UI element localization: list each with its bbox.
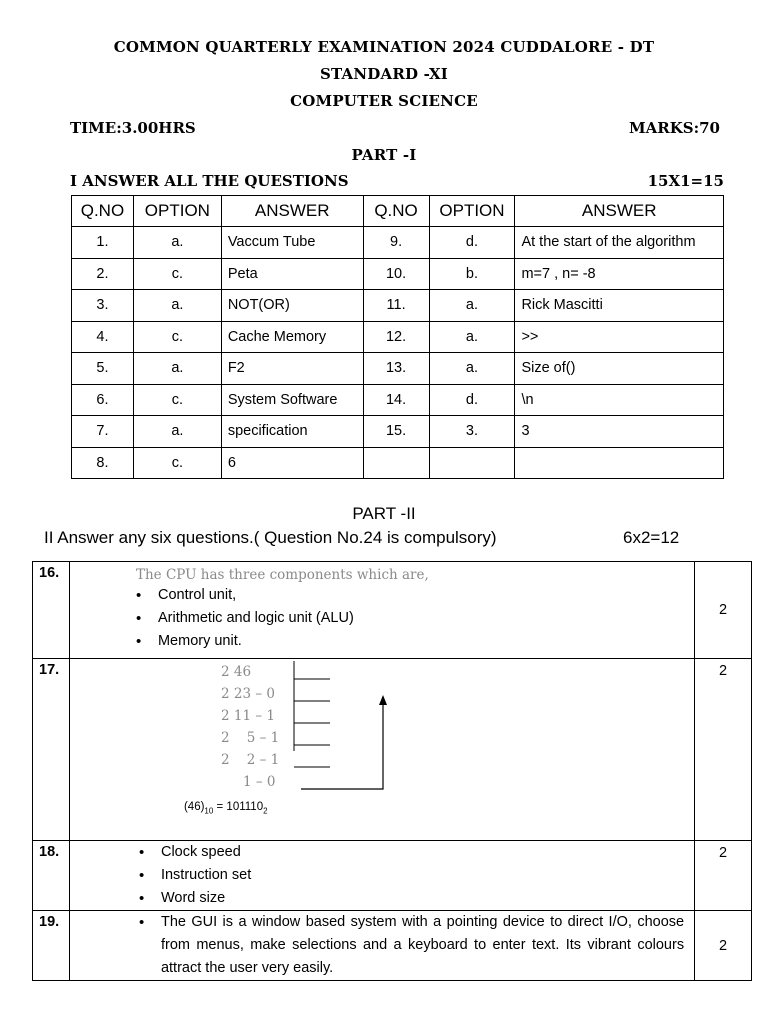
question-number: 19.	[33, 911, 70, 981]
cell-option: 3.	[429, 416, 515, 448]
part1-title: PART -I	[351, 146, 417, 164]
table-row	[72, 384, 724, 416]
col-header-qno: Q.NO	[72, 196, 134, 227]
result-prefix: (46)	[183, 801, 205, 813]
division-step: 2 46	[220, 664, 252, 680]
cell-answer: At the start of the algorithm	[515, 227, 724, 259]
cell-qno: 5.	[72, 353, 134, 385]
result-value: = 101110	[213, 801, 264, 813]
cell-qno: 2.	[72, 258, 134, 290]
cell-qno: 6.	[72, 384, 134, 416]
question-row-16	[33, 562, 752, 659]
cell-option: c.	[133, 447, 221, 479]
division-step: 1 – 0	[242, 774, 276, 790]
result-base-to: 2	[263, 806, 268, 816]
cell-answer: Cache Memory	[221, 321, 363, 353]
cell-answer: NOT(OR)	[221, 290, 363, 322]
cell-option: d.	[429, 384, 515, 416]
list-item: • Word size	[136, 887, 694, 910]
list-item: • The GUI is a window based system with a pointing device to direct I/O, choose from menus, make selections and a keyboard to enter text. Its vibrant colours attract the user very easily.	[136, 911, 684, 980]
cell-answer: F2	[221, 353, 363, 385]
list-item: • Memory unit.	[133, 630, 694, 653]
part1-answer-table	[71, 195, 724, 479]
cell-qno: 10.	[363, 258, 429, 290]
question-row-19	[33, 911, 752, 981]
time-label: TIME:3.00HRS	[70, 119, 196, 137]
mark-cell: 2	[695, 841, 752, 911]
part1-marks: 15X1=15	[647, 172, 724, 190]
cell-qno: 7.	[72, 416, 134, 448]
cell-option: a.	[133, 353, 221, 385]
q16-list	[133, 584, 694, 653]
result-base-from: 10	[204, 806, 214, 816]
mark-cell: 2	[695, 911, 752, 981]
cell-answer: specification	[221, 416, 363, 448]
cell-option: a.	[429, 321, 515, 353]
answer-cell	[69, 841, 694, 911]
part2-instruction: II Answer any six questions.( Question No.24 is compulsory)	[44, 528, 497, 547]
cell-option: b.	[429, 258, 515, 290]
cell-option: a.	[133, 227, 221, 259]
subject-label: COMPUTER SCIENCE	[290, 92, 478, 110]
list-item: • Arithmetic and logic unit (ALU)	[133, 607, 694, 630]
table-header-row	[72, 196, 724, 227]
division-step: 2 5 – 1	[220, 730, 280, 746]
col-header-qno-2: Q.NO	[363, 196, 429, 227]
cell-option: d.	[429, 227, 515, 259]
cell-qno: 11.	[363, 290, 429, 322]
table-row	[72, 258, 724, 290]
col-header-option-2: OPTION	[429, 196, 515, 227]
table-row	[72, 227, 724, 259]
cell-option: c.	[133, 384, 221, 416]
table-row	[72, 447, 724, 479]
list-item: • Clock speed	[136, 841, 694, 864]
cell-qno: 9.	[363, 227, 429, 259]
cell-option: a.	[133, 416, 221, 448]
cell-option: c.	[133, 321, 221, 353]
binary-result	[184, 801, 268, 815]
table-row	[72, 290, 724, 322]
cell-qno: 8.	[72, 447, 134, 479]
question-number: 17.	[33, 659, 70, 841]
table-row	[72, 321, 724, 353]
cell-answer: System Software	[221, 384, 363, 416]
cell-qno: 15.	[363, 416, 429, 448]
list-item: • Instruction set	[136, 864, 694, 887]
col-header-answer: ANSWER	[221, 196, 363, 227]
q19-list	[136, 911, 684, 980]
question-number: 16.	[33, 562, 70, 659]
col-header-answer-2: ANSWER	[515, 196, 724, 227]
division-step: 2 11 – 1	[220, 708, 275, 724]
marks-label: MARKS:70	[629, 119, 720, 137]
cell-answer: 6	[221, 447, 363, 479]
col-header-option: OPTION	[133, 196, 221, 227]
table-row	[72, 353, 724, 385]
cell-qno: 14.	[363, 384, 429, 416]
cell-option: a.	[133, 290, 221, 322]
division-step: 2 23 – 0	[220, 686, 275, 702]
cell-qno: 12.	[363, 321, 429, 353]
answer-cell	[69, 659, 694, 841]
mark-cell: 2	[695, 659, 752, 841]
cell-answer: Vaccum Tube	[221, 227, 363, 259]
part2-answer-table	[32, 561, 752, 981]
division-step: 2 2 – 1	[220, 752, 280, 768]
cell-option: a.	[429, 290, 515, 322]
mark-cell: 2	[695, 562, 752, 659]
cell-answer: Peta	[221, 258, 363, 290]
part2-marks: 6x2=12	[623, 528, 680, 547]
question-row-18	[33, 841, 752, 911]
answer-cell	[69, 911, 694, 981]
answer-cell	[69, 562, 694, 659]
question-row-17	[33, 659, 752, 841]
exam-title: COMMON QUARTERLY EXAMINATION 2024 CUDDALORE - DT	[113, 38, 655, 56]
part1-instruction: I ANSWER ALL THE QUESTIONS	[70, 172, 349, 190]
cell-answer: >>	[515, 321, 724, 353]
division-lines	[184, 661, 444, 801]
cell-option	[429, 447, 515, 479]
cell-answer: Size of()	[515, 353, 724, 385]
cell-option: a.	[429, 353, 515, 385]
cell-answer: Rick Mascitti	[515, 290, 724, 322]
part2-title: PART -II	[352, 504, 416, 523]
cell-qno: 1.	[72, 227, 134, 259]
question-number: 18.	[33, 841, 70, 911]
cell-answer	[515, 447, 724, 479]
cell-qno: 3.	[72, 290, 134, 322]
cell-qno	[363, 447, 429, 479]
cell-option: c.	[133, 258, 221, 290]
q18-list	[136, 841, 694, 910]
list-item: • Control unit,	[133, 584, 694, 607]
cell-qno: 4.	[72, 321, 134, 353]
standard-label: STANDARD -XI	[319, 65, 449, 83]
q16-intro: The CPU has three components which are,	[135, 567, 429, 583]
cell-answer: m=7 , n= -8	[515, 258, 724, 290]
cell-answer: \n	[515, 384, 724, 416]
cell-qno: 13.	[363, 353, 429, 385]
table-row	[72, 416, 724, 448]
cell-answer: 3	[515, 416, 724, 448]
